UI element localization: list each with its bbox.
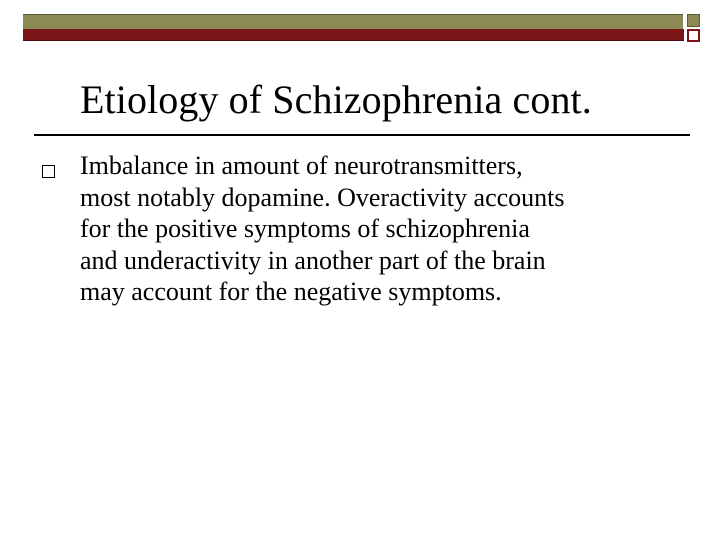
slide-title: Etiology of Schizophrenia cont. [80, 77, 592, 122]
bullet-text-line: Imbalance in amount of neurotransmitters, [80, 151, 523, 180]
corner-square-olive [687, 14, 700, 27]
top-decorative-bar-olive [23, 14, 683, 30]
bullet-text-line: may account for the negative symptoms. [80, 277, 502, 306]
bullet-text-line: for the positive symptoms of schizophrenia [80, 214, 530, 243]
title-underline-rule [34, 134, 690, 136]
bullet-text-line: most notably dopamine. Overactivity accounts [80, 182, 565, 212]
corner-square-maroon [687, 29, 700, 42]
top-decorative-bar-maroon [23, 29, 684, 41]
bullet-text-line: and underactivity in another part of the brain [80, 245, 546, 275]
bullet-text [80, 150, 680, 308]
hollow-square-bullet-icon [42, 165, 55, 178]
